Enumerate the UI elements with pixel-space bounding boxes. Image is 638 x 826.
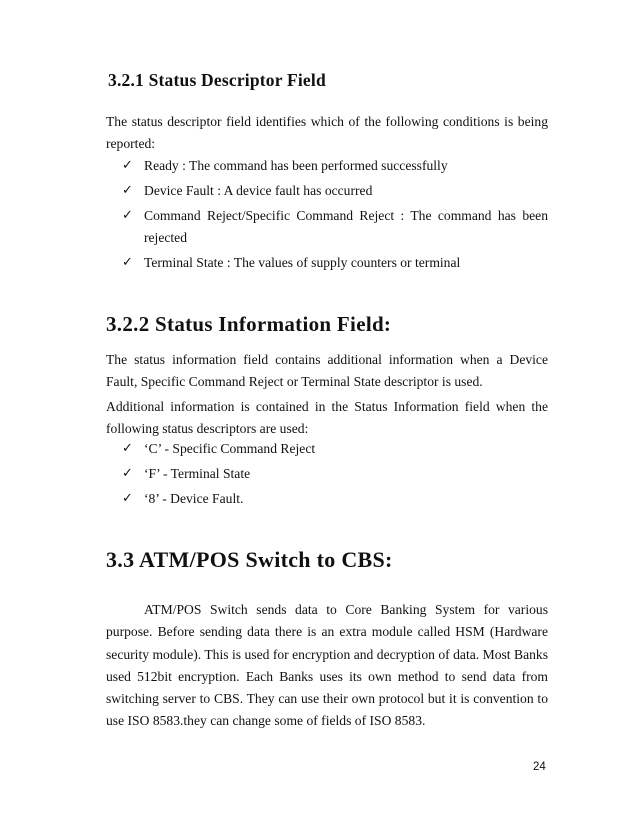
checkmark-icon: ✓ <box>122 491 133 506</box>
list-item: ✓ Ready : The command has been performed successfully <box>122 155 548 177</box>
paragraph-status-information-1: The status information field contains additional information when a Device Fault, Specific Command Reject or Terminal State descriptor is used. <box>106 352 548 389</box>
checkmark-icon: ✓ <box>122 208 133 223</box>
list-item: ✓ ‘F’ - Terminal State <box>122 463 548 485</box>
status-descriptor-list <box>122 155 548 274</box>
list-item: ✓ Device Fault : A device fault has occurred <box>122 180 548 202</box>
list-item: ✓ Command Reject/Specific Command Reject : The command has been rejected <box>122 205 548 249</box>
list-item: ✓ ‘C’ - Specific Command Reject <box>122 438 548 460</box>
heading-3-2-1: 3.2.1 Status Descriptor Field <box>108 70 326 90</box>
heading-3-2-2: 3.2.2 Status Information Field: <box>106 312 392 336</box>
list-item: ✓ ‘8’ - Device Fault. <box>122 488 548 510</box>
checkmark-icon: ✓ <box>122 158 133 173</box>
paragraph-status-information-2: Additional information is contained in the Status Information field when the following status descriptors are used: <box>106 399 548 436</box>
status-descriptor-codes-list <box>122 438 548 510</box>
paragraph-status-descriptor-intro: The status descriptor field identifies which of the following conditions is being reported: <box>106 114 548 151</box>
checkmark-icon: ✓ <box>122 466 133 481</box>
list-item: ✓ Terminal State : The values of supply counters or terminal <box>122 252 548 274</box>
page-number: 24 <box>533 761 546 773</box>
checkmark-icon: ✓ <box>122 183 133 198</box>
paragraph-atm-pos-switch: ATM/POS Switch sends data to Core Banking System for various purpose. Before sending data there is an extra module called HSM (Hardware security module). This is used for encryption and decryption of data. Most Banks used 512bit encryption. Each Banks uses its own method to send data from switching server to CBS. They can use their own protocol but it is convention to use ISO 8583.they can change some of fields of ISO 8583. <box>106 602 548 729</box>
checkmark-icon: ✓ <box>122 441 133 456</box>
checkmark-icon: ✓ <box>122 255 133 270</box>
heading-3-3: 3.3 ATM/POS Switch to CBS: <box>106 547 393 572</box>
